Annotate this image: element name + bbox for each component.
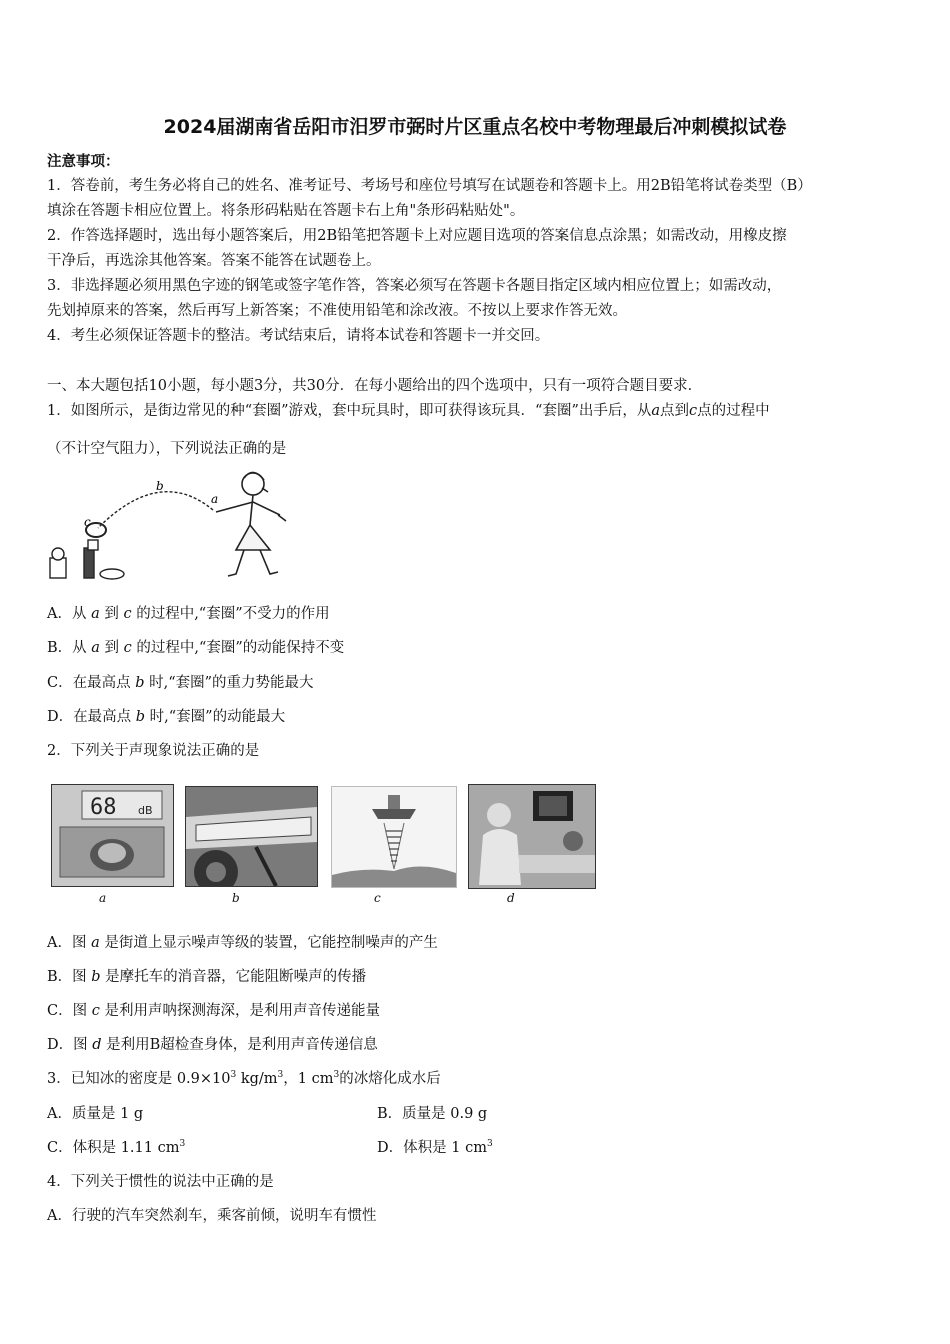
girl-figure xyxy=(216,472,286,576)
q1-option-d[interactable]: D．在最高点 b 时,“套圈”的动能最大 xyxy=(47,709,286,725)
notice-line: 填涂在答题卡相应位置上。将条形码粘贴在答题卡右上角"条形码粘贴处"。 xyxy=(47,203,525,219)
caption-c: c xyxy=(374,891,381,905)
q1-option-b[interactable]: B．从 a 到 c 的过程中,“套圈”的动能保持不变 xyxy=(47,640,345,656)
photo-b-ultrasound xyxy=(468,784,596,889)
q2-option-b[interactable]: B．图 b 是摩托车的消音器，它能阻断噪声的传播 xyxy=(47,969,367,985)
notice-line: 干净后，再选涂其他答案。答案不能答在试题卷上。 xyxy=(47,253,381,269)
toy-stand-figure xyxy=(50,540,124,579)
label-a: a xyxy=(211,492,219,506)
q3-option-a[interactable]: A．质量是 1 g xyxy=(47,1106,144,1122)
notice-line: 2．作答选择题时，选出每小题答案后，用2B铅笔把答题卡上对应题目选项的答案信息点涂黑；如需改动，用橡皮擦 xyxy=(47,228,787,244)
section-heading: 一、本大题包括10小题，每小题3分，共30分．在每小题给出的四个选项中，只有一项符合题目要求． xyxy=(47,378,703,394)
q2-option-a[interactable]: A．图 a 是街道上显示噪声等级的装置，它能控制噪声的产生 xyxy=(47,935,438,951)
q1-stem-line2: （不计空气阻力），下列说法正确的是 xyxy=(47,441,287,457)
ring-toss-figure xyxy=(48,470,318,586)
photo-sonar-depth xyxy=(331,786,457,888)
q3-option-c[interactable]: C．体积是 1.11 $cm^3$ xyxy=(47,1139,186,1156)
caption-a: a xyxy=(99,891,107,905)
notice-line: 先划掉原来的答案，然后再写上新答案；不准使用铅笔和涂改液。不按以上要求作答无效。 xyxy=(47,303,627,319)
caption-b: b xyxy=(232,891,240,905)
photo-noise-meter xyxy=(51,784,174,887)
q2-stem: 2．下列关于声现象说法正确的是 xyxy=(47,743,260,759)
meter-unit: dB xyxy=(138,804,153,817)
ring-trajectory xyxy=(98,492,213,528)
q1-stem: 1．如图所示，是街边常见的种“套圈”游戏，套中玩具时，即可获得该玩具．“套圈”出手后，从a点到c点的过程中 xyxy=(47,403,770,419)
q3-option-d[interactable]: D．体积是 1 $cm^3$ xyxy=(377,1139,493,1156)
caption-d: d xyxy=(507,891,515,905)
q2-option-d[interactable]: D．图 d 是利用B超检查身体，是利用声音传递信息 xyxy=(47,1037,378,1053)
q2-option-c[interactable]: C．图 c 是利用声呐探测海深，是利用声音传递能量 xyxy=(47,1003,380,1019)
q4-option-a[interactable]: A．行驶的汽车突然刹车，乘客前倾，说明车有惯性 xyxy=(47,1208,377,1224)
notice-line: 1．答卷前，考生务必将自己的姓名、准考证号、考场号和座位号填写在试题卷和答题卡上。用2B铅笔将试卷类型（B） xyxy=(47,178,812,194)
notice-heading: 注意事项： xyxy=(47,153,120,170)
label-c: c xyxy=(84,515,91,529)
q1-option-a[interactable]: A．从 a 到 c 的过程中,“套圈”不受力的作用 xyxy=(47,606,330,622)
notice-line: 4．考生必须保证答题卡的整洁。考试结束后，请将本试卷和答题卡一并交回。 xyxy=(47,328,550,344)
q4-stem: 4．下列关于惯性的说法中正确的是 xyxy=(47,1174,274,1190)
meter-value: 68 xyxy=(90,795,117,820)
photo-motorcycle-muffler xyxy=(185,786,318,887)
q3-stem: 3．已知冰的密度是 $0.9\times 10^3$ $kg/m^3$，1 $cm^3$的冰熔化成水后 xyxy=(47,1070,441,1087)
page-title: 2024届湖南省岳阳市汨罗市弼时片区重点名校中考物理最后冲刺模拟试卷 xyxy=(163,116,787,138)
notice-line: 3．非选择题必须用黑色字迹的钢笔或签字笔作答，答案必须写在答题卡各题目指定区域内相应位置上；如需改动， xyxy=(47,278,782,294)
q3-option-b[interactable]: B．质量是 0.9 g xyxy=(377,1106,488,1122)
q1-option-c[interactable]: C．在最高点 b 时,“套圈”的重力势能最大 xyxy=(47,675,314,691)
label-b: b xyxy=(156,479,164,493)
